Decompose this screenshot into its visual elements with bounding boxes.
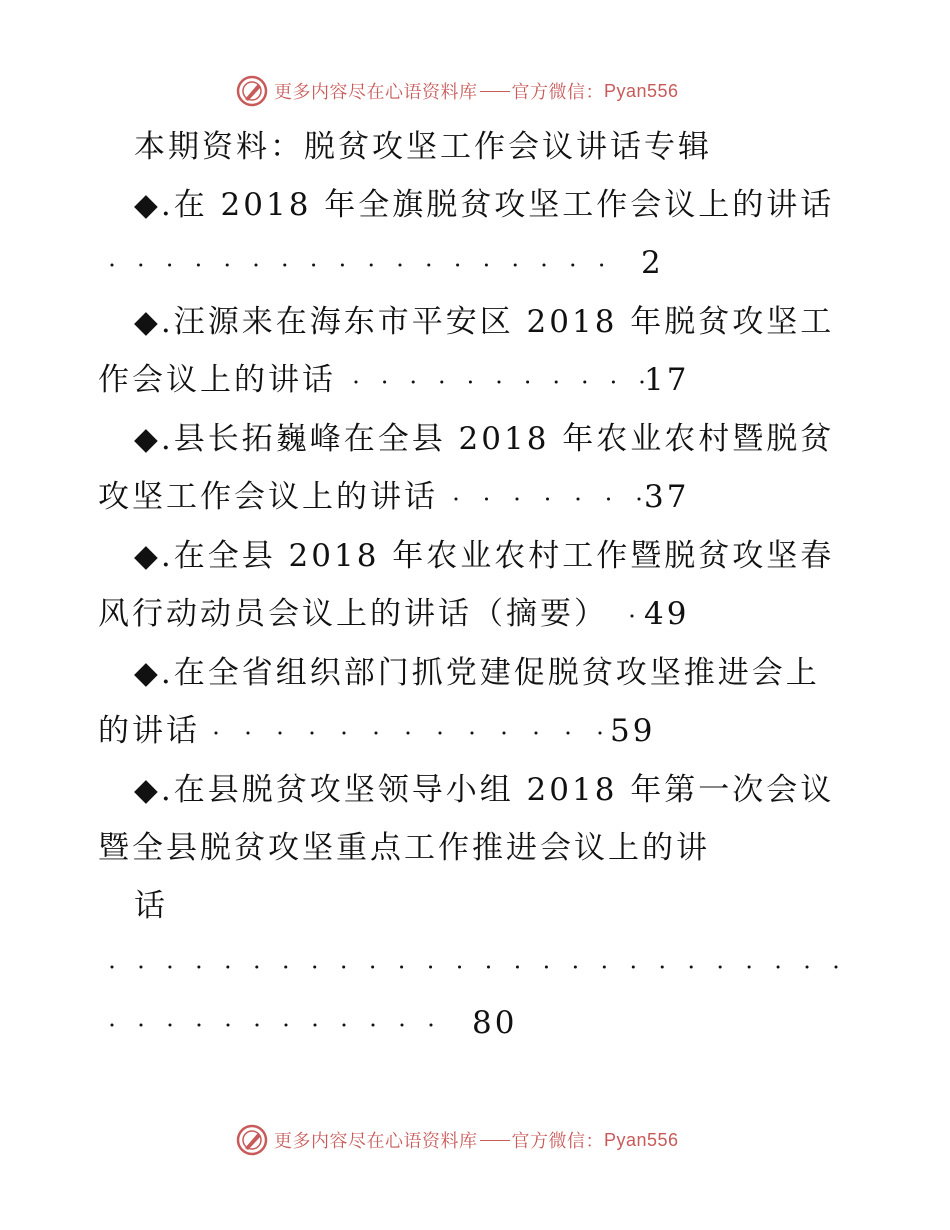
- watermark-dash: [480, 1140, 510, 1141]
- watermark-dash: [480, 91, 510, 92]
- toc-entry-2-line-2: 作会议上的讲话: [98, 362, 336, 398]
- toc-entry-5-leader: [100, 711, 840, 751]
- bullet: ◆.: [134, 187, 174, 223]
- toc-entry-6-leader-row-1: [100, 945, 840, 985]
- toc-entry-5-line-1: ◆.在全省组织部门抓党建促脱贫攻坚推进会上: [134, 655, 820, 691]
- dot-leader: [100, 1003, 480, 1043]
- pen-logo-icon: [236, 1124, 268, 1156]
- watermark-text: 更多内容尽在心语资料库: [274, 1131, 478, 1152]
- pen-logo-icon: [236, 75, 268, 107]
- watermark-contact-id: Pyan556: [604, 1129, 679, 1150]
- toc-entry-1-page: 2: [641, 245, 664, 281]
- toc-entry-1-leader: [100, 243, 840, 283]
- watermark-contact-id: Pyan556: [604, 80, 679, 101]
- watermark-header: [236, 74, 679, 108]
- page-title: 本期资料：脱贫攻坚工作会议讲话专辑: [134, 129, 712, 165]
- bullet: ◆.: [134, 421, 174, 457]
- toc-entry-3-line-2: 攻坚工作会议上的讲话: [98, 479, 438, 515]
- dot-leader: [626, 594, 646, 634]
- bullet: ◆.: [134, 304, 174, 340]
- toc-entry-4-line-2: 风行动动员会议上的讲话（摘要）: [98, 596, 608, 632]
- toc-entry-2-page: 17: [644, 362, 690, 398]
- toc-entry-5-line-2: 的讲话: [98, 713, 200, 749]
- toc-entry-6-line-1: ◆.在县脱贫攻坚领导小组 2018 年第一次会议: [134, 772, 835, 808]
- dot-leader: [100, 945, 840, 985]
- toc-entry-5-page: 59: [610, 713, 656, 749]
- toc-entry-3-leader: [100, 477, 840, 517]
- toc-entry-6-leader-row-2: [100, 1003, 840, 1043]
- watermark-footer: [236, 1123, 679, 1157]
- toc-entry-2-leader: [100, 360, 840, 400]
- dot-leader: [212, 711, 612, 751]
- dot-leader: [452, 477, 652, 517]
- toc-entry-1-line-1: ◆.在 2018 年全旗脱贫攻坚工作会议上的讲话: [134, 187, 835, 223]
- toc-entry-4-page: 49: [644, 596, 690, 632]
- watermark-contact-label: 官方微信：: [511, 82, 604, 103]
- dot-leader: [100, 243, 635, 283]
- toc-entry-3-page: 37: [644, 479, 690, 515]
- bullet: ◆.: [134, 655, 174, 691]
- toc-entry-6-page: 80: [472, 1005, 518, 1041]
- toc-entry-6-line-2: 暨全县脱贫攻坚重点工作推进会议上的讲: [98, 830, 710, 866]
- watermark-contact-label: 官方微信：: [511, 1131, 604, 1152]
- bullet: ◆.: [134, 538, 174, 574]
- toc-entry-4-leader: [100, 594, 840, 634]
- bullet: ◆.: [134, 772, 174, 808]
- toc-entry-4-line-1: ◆.在全县 2018 年农业农村工作暨脱贫攻坚春: [134, 538, 835, 574]
- dot-leader: [352, 360, 652, 400]
- toc-entry-6-line-3: 话: [134, 888, 168, 924]
- watermark-text: 更多内容尽在心语资料库: [274, 82, 478, 103]
- toc-entry-3-line-1: ◆.县长拓巍峰在全县 2018 年农业农村暨脱贫: [134, 421, 835, 457]
- toc-entry-2-line-1: ◆.汪源来在海东市平安区 2018 年脱贫攻坚工: [134, 304, 835, 340]
